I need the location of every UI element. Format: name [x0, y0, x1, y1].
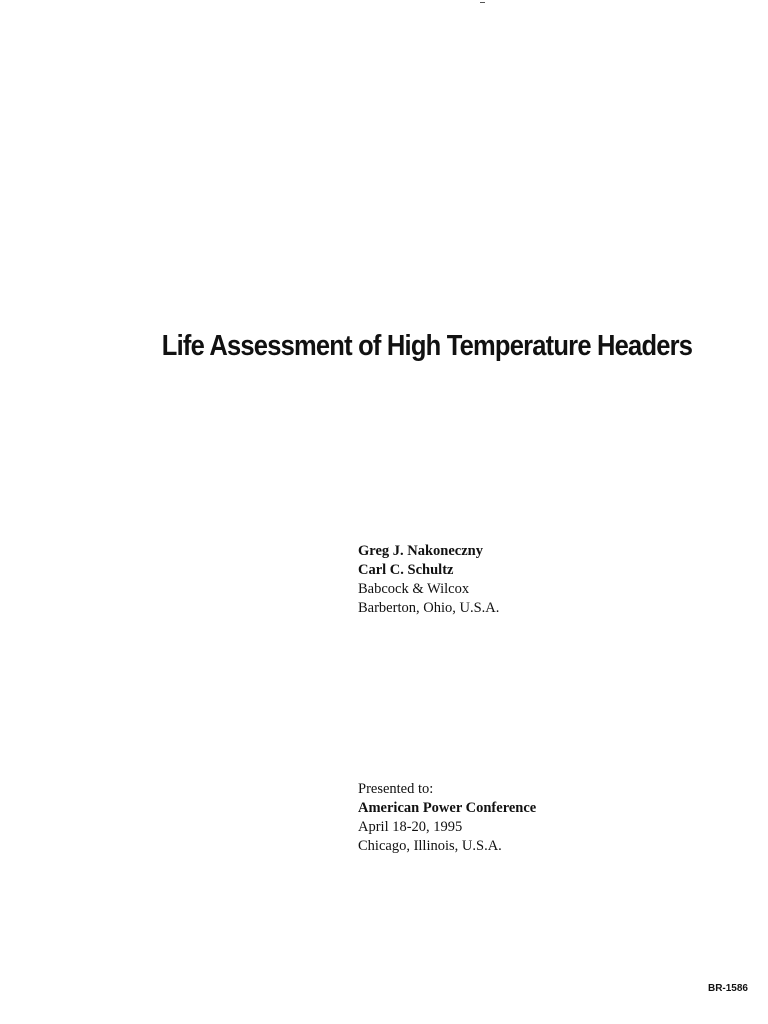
presentation-block [358, 780, 536, 856]
document-number: BR-1586 [707, 983, 748, 994]
author-block [358, 542, 499, 618]
author-name: Greg J. Nakoneczny [358, 543, 483, 559]
author-name: Carl C. Schultz [358, 562, 454, 578]
scan-mark [480, 2, 485, 3]
conference-location: Chicago, Illinois, U.S.A. [358, 838, 502, 854]
document-title [51, 328, 727, 364]
presented-label: Presented to: [358, 781, 434, 797]
conference-name: American Power Conference [358, 800, 537, 816]
document-title-text: Life Assessment of High Temperature Headers [161, 330, 693, 362]
affiliation-organization: Babcock & Wilcox [358, 581, 470, 597]
conference-dates: April 18-20, 1995 [358, 819, 463, 835]
affiliation-location: Barberton, Ohio, U.S.A. [358, 600, 500, 616]
